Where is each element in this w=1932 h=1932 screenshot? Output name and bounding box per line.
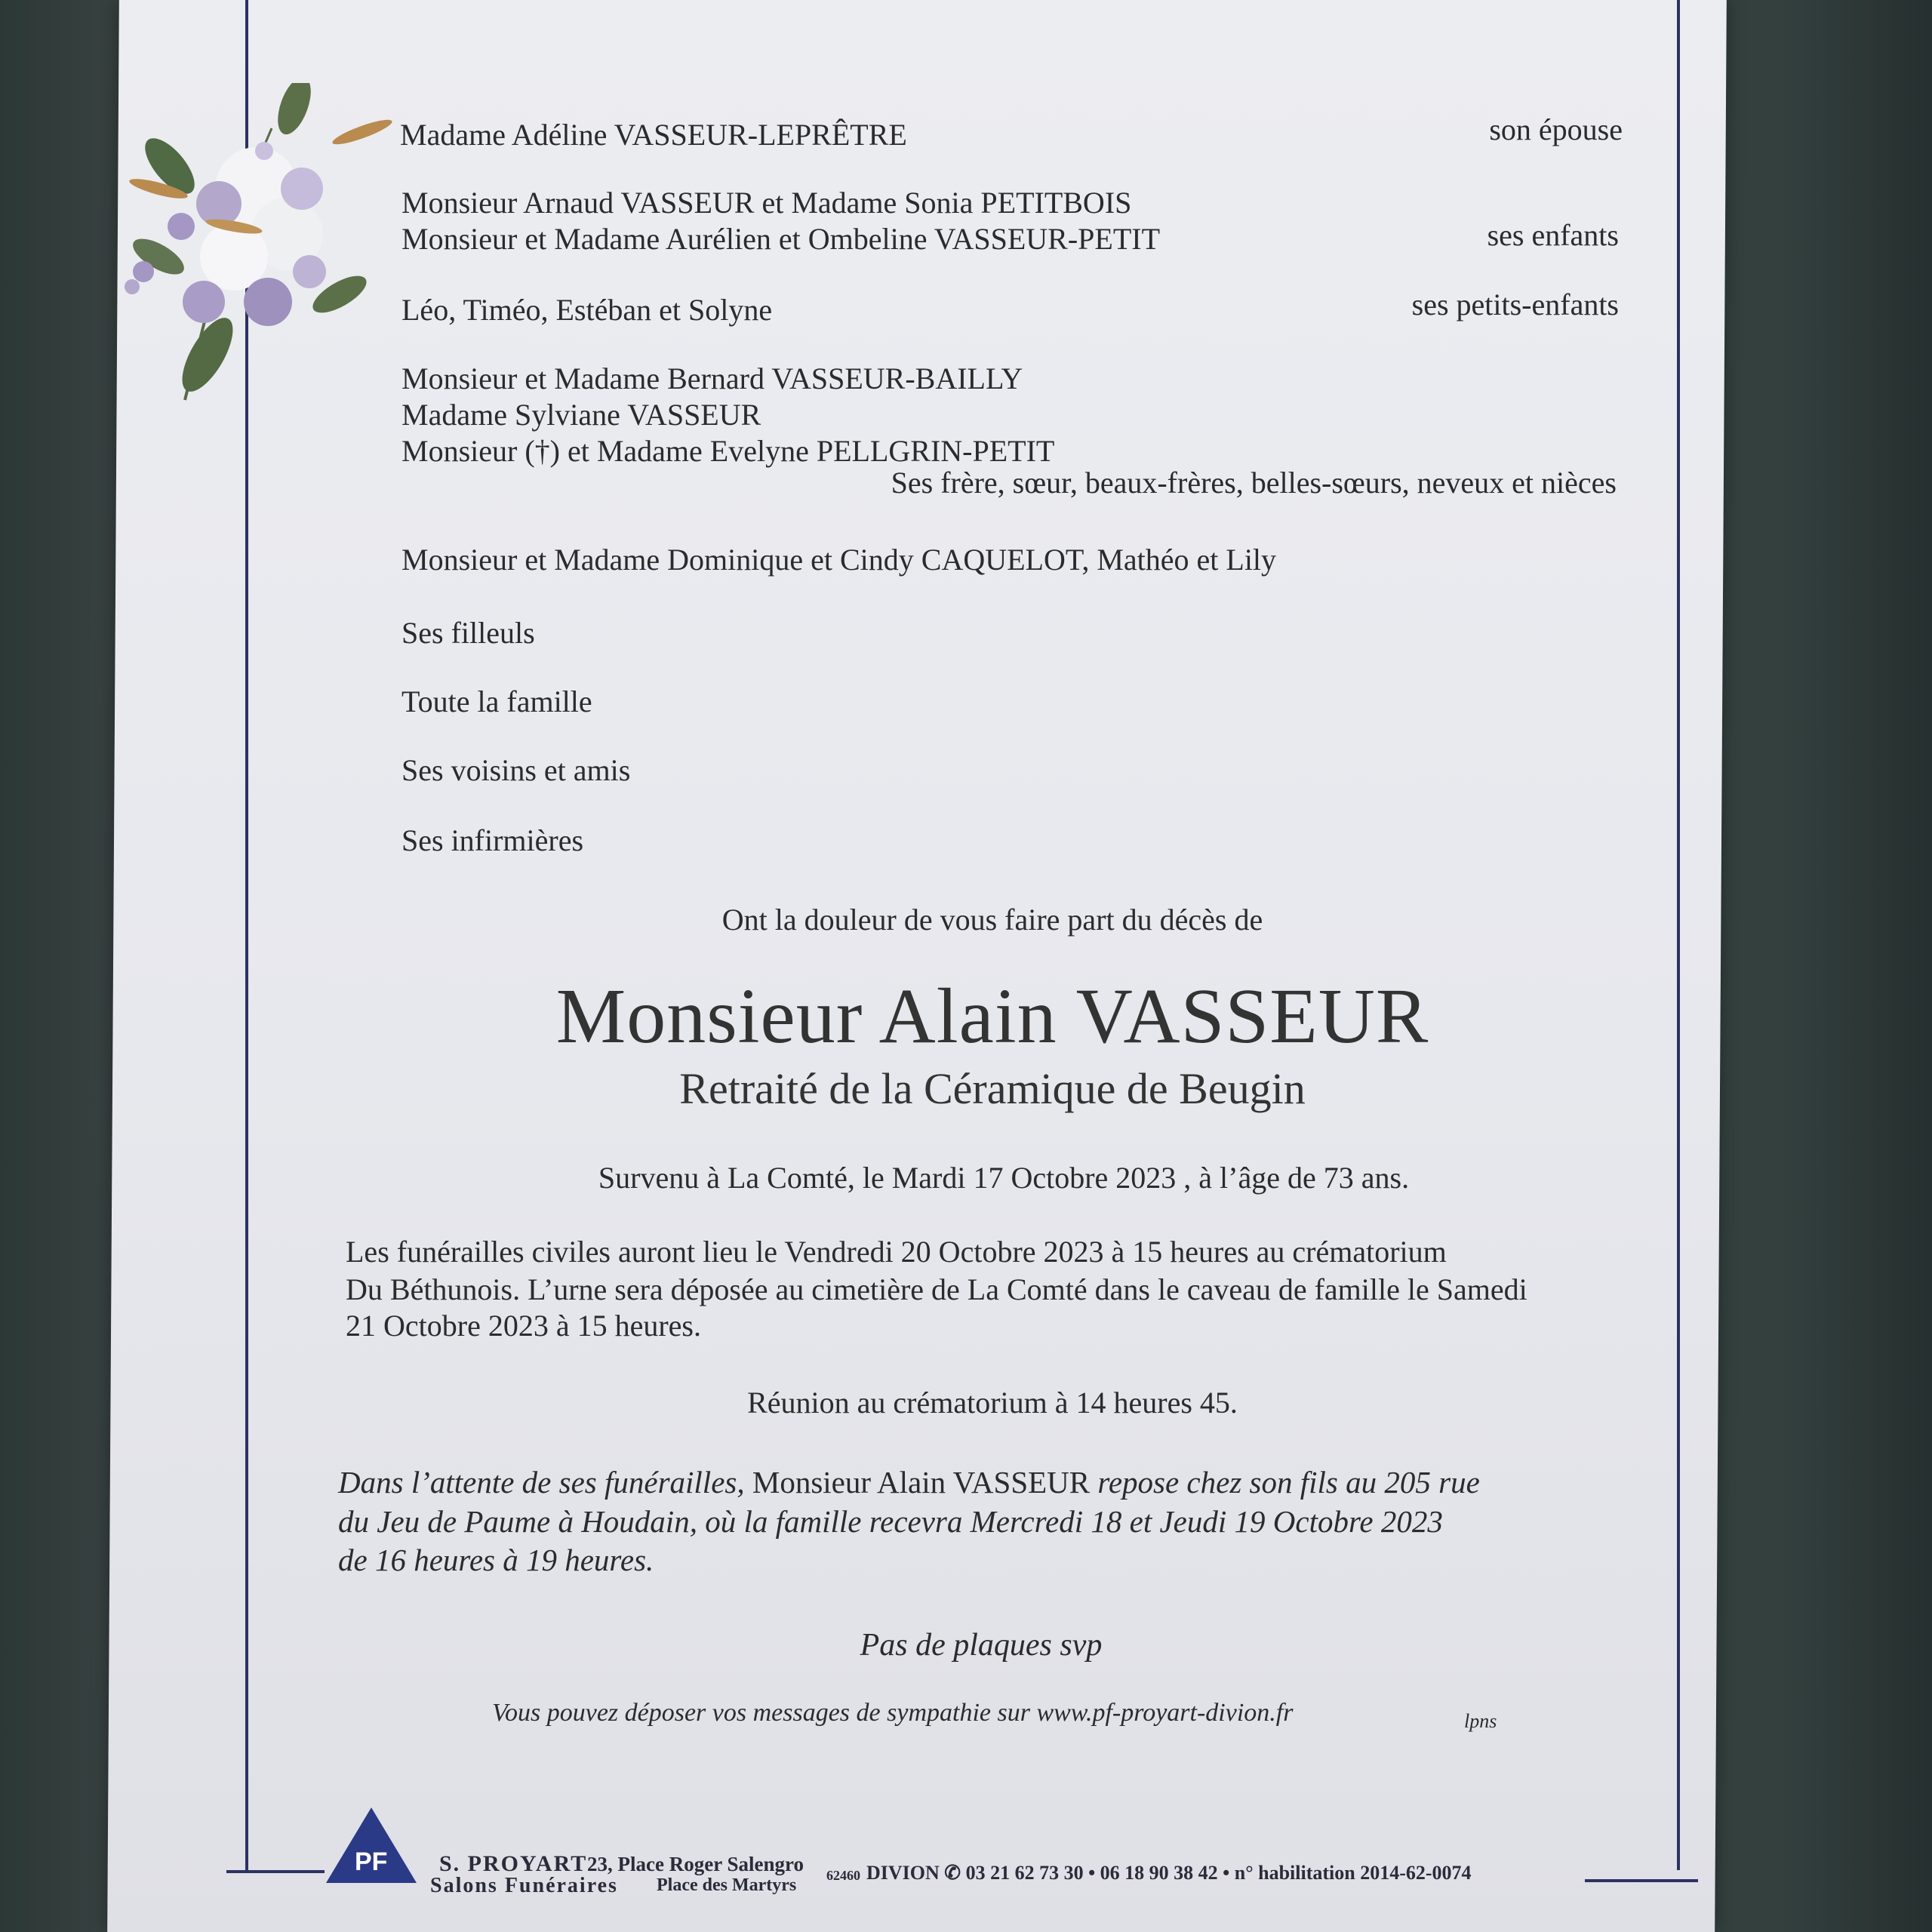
wake-line-3: de 16 heures à 19 heures. bbox=[338, 1543, 654, 1577]
family-line-grandchildren: Léo, Timéo, Estéban et Solyne bbox=[401, 293, 773, 327]
frame-bottom-right-line bbox=[1585, 1879, 1698, 1882]
family-line-sibling-2: Madame Sylviane VASSEUR bbox=[401, 398, 761, 432]
family-line-all-family: Toute la famille bbox=[401, 685, 592, 718]
death-details: Survenu à La Comté, le Mardi 17 Octobre 2023 , à l’âge de 73 ans. bbox=[598, 1161, 1410, 1195]
family-line-sibling-3: Monsieur (†) et Madame Evelyne PELLGRIN-PETIT bbox=[401, 434, 1055, 468]
family-line-son-2: Monsieur et Madame Aurélien et Ombeline VASSEUR-PETIT bbox=[401, 222, 1161, 256]
relation-grandchildren: ses petits-enfants bbox=[1411, 288, 1619, 321]
family-line-nurses: Ses infirmières bbox=[401, 823, 584, 857]
company-address-1: 23, Place Roger Salengro bbox=[587, 1853, 804, 1875]
intro-text: Ont la douleur de vous faire part du décès de bbox=[721, 903, 1263, 937]
funeral-line-1: Les funérailles civiles auront lieu le Vendredi 20 Octobre 2023 à 15 heures au crématorium bbox=[346, 1235, 1447, 1269]
frame-bottom-left-line bbox=[226, 1870, 325, 1873]
wake-line-1-name: Monsieur Alain VASSEUR bbox=[752, 1465, 1091, 1500]
relation-siblings: Ses frère, sœur, beaux-frères, belles-sœurs, neveux et nièces bbox=[891, 466, 1617, 500]
family-line-neighbours: Ses voisins et amis bbox=[401, 753, 631, 787]
reunion-text: Réunion au crématorium à 14 heures 45. bbox=[747, 1386, 1238, 1420]
company-name: S. PROYART bbox=[439, 1851, 588, 1876]
no-plaques-note: Pas de plaques svp bbox=[860, 1628, 1103, 1663]
company-address-2: Place des Martyrs bbox=[657, 1875, 797, 1895]
deceased-name: Monsieur Alain VASSEUR bbox=[555, 973, 1429, 1060]
wake-line-1 bbox=[338, 1464, 1480, 1501]
pf-logo-text: PF bbox=[355, 1847, 388, 1876]
wake-line-2: du Jeu de Paume à Houdain, où la famille recevra Mercredi 18 et Jeudi 19 Octobre 2023 bbox=[338, 1504, 1443, 1539]
funeral-line-2: Du Béthunois. L’urne sera déposée au cimetière de La Comté dans le caveau de famille le Samedi bbox=[346, 1272, 1527, 1306]
frame-right-line bbox=[1677, 0, 1680, 1870]
wake-line-1c: repose chez son fils au 205 rue bbox=[1090, 1465, 1480, 1500]
company-postcode: 62460 bbox=[826, 1868, 860, 1883]
family-line-sibling-1: Monsieur et Madame Bernard VASSEUR-BAILLY bbox=[401, 361, 1023, 395]
family-line-caquelot: Monsieur et Madame Dominique et Cindy CAQUELOT, Mathéo et Lily bbox=[401, 543, 1277, 577]
condolence-website[interactable]: Vous pouvez déposer vos messages de sympathie sur www.pf-proyart-divion.fr bbox=[492, 1699, 1294, 1727]
deceased-title: Retraité de la Céramique de Beugin bbox=[679, 1064, 1306, 1113]
wake-line-1a: Dans l’attente de ses funérailles, bbox=[338, 1465, 752, 1500]
funeral-line-3: 21 Octobre 2023 à 15 heures. bbox=[346, 1309, 701, 1343]
family-line-wife: Madame Adéline VASSEUR-LEPRÊTRE bbox=[400, 118, 907, 152]
flower-bouquet-icon bbox=[113, 83, 400, 408]
family-line-godchildren: Ses filleuls bbox=[401, 616, 535, 650]
company-salons: Salons Funéraires bbox=[430, 1874, 618, 1897]
family-line-son-1: Monsieur Arnaud VASSEUR et Madame Sonia PETITBOIS bbox=[401, 186, 1132, 220]
relation-wife: son épouse bbox=[1489, 112, 1623, 146]
relation-children: ses enfants bbox=[1487, 218, 1619, 252]
company-city-phone: DIVION ✆ 03 21 62 73 30 • 06 18 90 38 42 • n° habilitation 2014-62-0074 bbox=[866, 1862, 1472, 1884]
printer-code: lpns bbox=[1464, 1710, 1497, 1732]
